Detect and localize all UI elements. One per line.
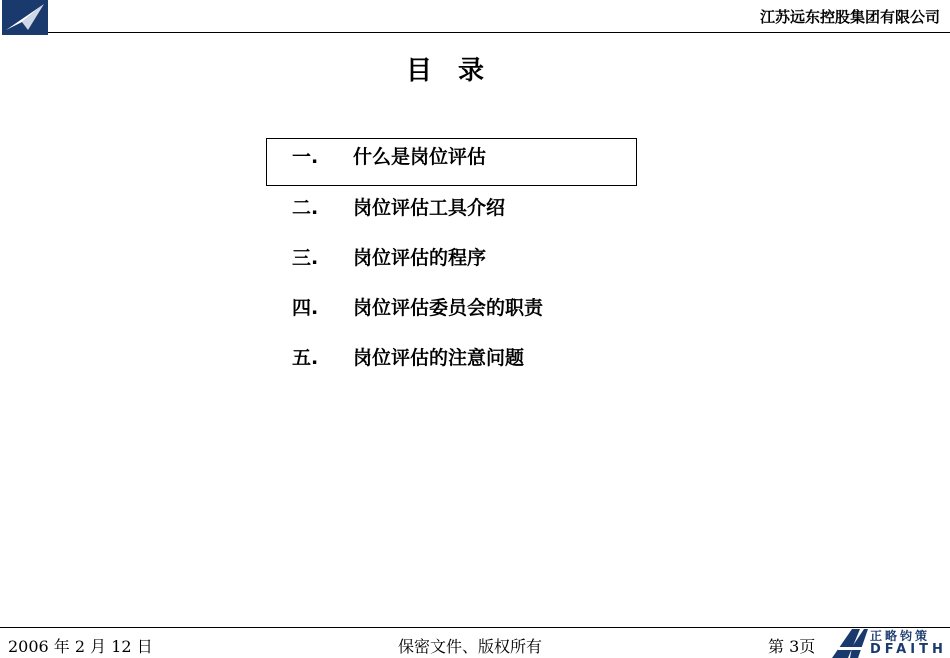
footer-confidential: 保密文件、版权所有	[398, 637, 543, 656]
toc-item-label: 岗位评估的注意问题	[353, 347, 525, 369]
toc-item-number: 二.	[292, 197, 319, 219]
toc-item-label: 岗位评估委员会的职责	[353, 297, 544, 319]
toc-item-label: 岗位评估工具介绍	[353, 197, 506, 219]
footer-divider	[0, 627, 950, 628]
company-name: 江苏远东控股集团有限公司	[759, 8, 940, 26]
toc-item-number: 四.	[292, 297, 319, 319]
brand-name-en: DFAITH	[870, 642, 947, 657]
header-divider	[48, 32, 950, 33]
toc-item-label: 岗位评估的程序	[353, 247, 487, 269]
brand-name-cn: 正略钧策	[870, 629, 931, 643]
toc-item-5[interactable]	[292, 344, 524, 372]
footer-date: 2006 年 2 月 12 日	[8, 637, 153, 656]
toc-item-2[interactable]	[292, 194, 505, 222]
toc-item-1[interactable]	[292, 143, 486, 171]
toc-item-number: 五.	[292, 347, 319, 369]
toc-item-number: 三.	[292, 247, 319, 269]
footer-page-number: 第 3页	[768, 637, 816, 656]
company-logo-icon	[2, 0, 48, 35]
brand-logo	[830, 627, 950, 658]
toc-item-4[interactable]	[292, 294, 543, 322]
toc-item-label: 什么是岗位评估	[353, 146, 487, 168]
brand-a-icon	[830, 627, 868, 658]
page-title: 目 录	[405, 56, 484, 86]
toc-item-3[interactable]	[292, 244, 486, 272]
toc-item-number: 一.	[292, 146, 319, 168]
